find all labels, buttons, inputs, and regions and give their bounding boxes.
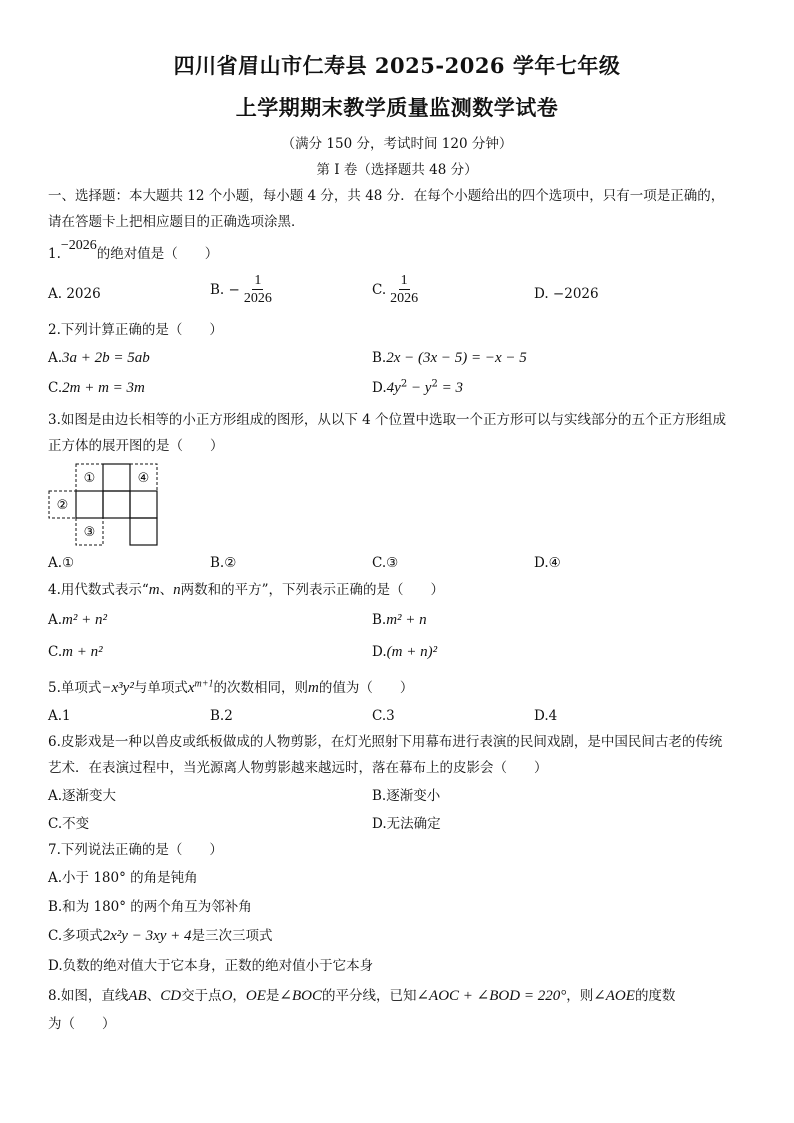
q4-option-a[interactable]: A.m² + n² [48, 612, 107, 628]
q5-option-d[interactable]: D.4 [534, 708, 558, 724]
q2-option-a[interactable]: A.3a + 2b = 5ab [48, 350, 150, 366]
q5-monomial-1: −x³y² [101, 680, 134, 696]
q1-option-b[interactable]: B. − $\frac{1}{2026}$ [210, 273, 272, 306]
q3-solid-square [130, 491, 157, 518]
q1-expression: −2026 [60, 237, 97, 253]
q3-option-c[interactable]: C.③ [372, 555, 399, 571]
q2-option-c[interactable]: C.2m + m = 3m [48, 380, 145, 396]
exam-info: （满分 150 分，考试时间 120 分钟） [281, 136, 513, 152]
q5-option-c[interactable]: C.3 [372, 708, 395, 724]
q1-stem: 1.$^{-2026}$的绝对值是（ ） [48, 237, 219, 262]
section-instructions-line2: 请在答题卡上把相应题目的正确选项涂黑． [48, 214, 305, 230]
q1-option-d[interactable]: D. −2026 [534, 286, 599, 302]
q3-solid-square [130, 518, 157, 545]
q6-option-c[interactable]: C.不变 [48, 816, 90, 832]
q2-option-b[interactable]: B.2x − (3x − 5) = −x − 5 [372, 350, 527, 366]
q5-option-a[interactable]: A.1 [48, 708, 71, 724]
q3-mark-2: ② [56, 498, 69, 513]
q3-mark-4: ④ [137, 471, 150, 486]
q4-stem: 4.用代数式表示“m、n两数和的平方”，下列表示正确的是（ ） [48, 582, 445, 598]
exam-title-line1: 四川省眉山市仁寿县 2025-2026 学年七年级 [173, 53, 621, 78]
q7-option-a[interactable]: A.小于 180° 的角是钝角 [48, 870, 198, 886]
q3-net-figure [46, 462, 161, 550]
q3-solid-square [103, 491, 130, 518]
q6-stem-line1: 6.皮影戏是一种以兽皮或纸板做成的人物剪影，在灯光照射下用幕布进行表演的民间戏剧，是中国民间古老的传统 [48, 734, 723, 750]
q4-option-b[interactable]: B.m² + n [372, 612, 427, 628]
q8-stem-line1: 8.如图，直线AB、CD交于点O，OE是∠BOC的平分线，已知∠AOC + ∠BOD = 220°，则∠AOE的度数 [48, 988, 676, 1004]
q6-option-a[interactable]: A.逐渐变大 [48, 788, 117, 804]
q3-mark-3: ③ [83, 525, 96, 540]
q4-option-c[interactable]: C.m + n² [48, 644, 103, 660]
q1-option-a[interactable]: A. 2026 [48, 286, 101, 302]
q5-stem: 5.单项式−x³y²与单项式$x^{m+1}$的次数相同，则m的值为（ ） [48, 678, 414, 696]
q5-monomial-2: x [187, 680, 195, 696]
q3-option-a[interactable]: A.① [48, 555, 75, 571]
q1-option-c[interactable]: C. $\frac{1}{2026}$ [372, 273, 419, 306]
q2-stem: 2.下列计算正确的是（ ） [48, 322, 223, 338]
section-instructions-line1: 一、选择题：本大题共 12 个小题，每小题 4 分，共 48 分．在每个小题给出的四个选项中，只有一项是正确的， [48, 188, 725, 204]
q3-stem-line1: 3.如图是由边长相等的小正方形组成的图形，从以下 4 个位置中选取一个正方形可以与实线部分的五个正方形组成 [48, 412, 727, 428]
q6-stem-line2: 艺术．在表演过程中，当光源离人物剪影越来越远时，落在幕布上的皮影会（ ） [48, 760, 548, 776]
q7-option-c[interactable]: C.多项式2x²y − 3xy + 4是三次三项式 [48, 928, 273, 944]
q2-option-d[interactable]: $D.4y^2 - y^2 = 3$ [372, 378, 463, 396]
q1-option-b-fraction: $\frac{1}{2026}$ [243, 273, 272, 306]
q7-option-d[interactable]: D.负数的绝对值大于它本身，正数的绝对值小于它本身 [48, 958, 374, 974]
q1-option-c-fraction: $\frac{1}{2026}$ [390, 273, 419, 306]
q5-option-b[interactable]: B.2 [210, 708, 233, 724]
volume-heading: 第 I 卷（选择题共 48 分） [316, 162, 478, 178]
q7-stem: 7.下列说法正确的是（ ） [48, 842, 223, 858]
q8-stem-line2: 为（ ） [48, 1016, 116, 1032]
q3-mark-1: ① [83, 471, 96, 486]
q3-solid-square [76, 491, 103, 518]
q6-option-d[interactable]: D.无法确定 [372, 816, 441, 832]
q4-option-d[interactable]: D.(m + n)² [372, 644, 438, 660]
exam-title-line2: 上学期期末教学质量监测数学试卷 [235, 95, 559, 120]
q3-solid-square [103, 464, 130, 491]
q3-option-b[interactable]: B.② [210, 555, 237, 571]
q6-option-b[interactable]: B.逐渐变小 [372, 788, 441, 804]
q3-stem-line2: 正方体的展开图的是（ ） [48, 438, 224, 454]
q3-option-d[interactable]: D.④ [534, 555, 561, 571]
q7-option-b[interactable]: B.和为 180° 的两个角互为邻补角 [48, 899, 252, 915]
